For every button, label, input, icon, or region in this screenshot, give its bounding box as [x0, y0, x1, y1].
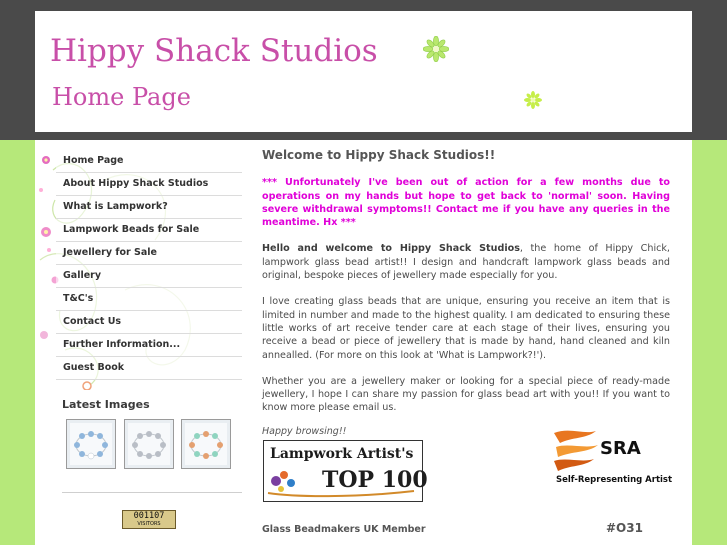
- intro-text: , the home of Hippy Chick, lampwork glass bead artist!! I design and handcraft lampwork glass beads and original, bespoke pieces of jewellery made especially for you.: [262, 243, 670, 282]
- latest-image-thumbnail[interactable]: [66, 419, 116, 469]
- nav-item-what-is-lampwork[interactable]: What is Lampwork?: [56, 196, 242, 219]
- nav-item-terms[interactable]: T&C's: [56, 288, 242, 311]
- lampwork-top100-badge[interactable]: [263, 440, 428, 502]
- happy-browsing-text: Happy browsing!!: [262, 426, 347, 437]
- top100-title: Lampwork Artist's: [270, 446, 414, 462]
- notice-text: *** Unfortunately I've been out of action for a few months due to operations on my hands but hope to get back to 'normal' soon. Having severe withdrawal symptoms!! Contact me if you have any queries in the meantime. Hx ***: [262, 177, 670, 229]
- member-number: #O31: [606, 521, 643, 535]
- nav-item-gallery[interactable]: Gallery: [56, 265, 242, 288]
- flower-icon: [423, 36, 449, 62]
- visitor-label: VISITORS: [137, 521, 161, 527]
- latest-image-thumbnail[interactable]: [181, 419, 231, 469]
- passion-paragraph: Whether you are a jewellery maker or looking for a special piece of ready-made jewellery, I hope I can share my passion for glass bead art with you!! If you want to know more please email us.: [262, 375, 670, 414]
- nav-item-guest-book[interactable]: Guest Book: [56, 357, 242, 380]
- bracelet-image: [185, 423, 227, 465]
- nav-item-about[interactable]: About Hippy Shack Studios: [56, 173, 242, 196]
- page-title: Home Page: [52, 83, 191, 111]
- bracelet-image: [128, 423, 170, 465]
- gbuk-member-text: Glass Beadmakers UK Member: [262, 524, 426, 535]
- site-header: [35, 11, 692, 132]
- top100-label: TOP 100: [322, 467, 428, 493]
- site-title: Hippy Shack Studios: [50, 33, 378, 69]
- nav-item-lampwork-beads[interactable]: Lampwork Beads for Sale: [56, 219, 242, 242]
- nav-item-further-info[interactable]: Further Information...: [56, 334, 242, 357]
- latest-image-thumbnail[interactable]: [124, 419, 174, 469]
- sidebar: [35, 140, 252, 545]
- visitor-count: 001107: [133, 511, 165, 521]
- sidebar-divider: [62, 492, 242, 493]
- main-navigation: [56, 150, 242, 380]
- content-area: [35, 140, 692, 545]
- main-content: [262, 149, 670, 428]
- bracelet-image: [70, 423, 112, 465]
- nav-item-jewellery[interactable]: Jewellery for Sale: [56, 242, 242, 265]
- sra-logo-text: SRA: [600, 438, 641, 459]
- intro-bold: Hello and welcome to Hippy Shack Studios: [262, 243, 520, 255]
- nav-item-home[interactable]: Home Page: [56, 150, 242, 173]
- sra-caption: Self-Representing Artist: [556, 475, 673, 485]
- welcome-heading: Welcome to Hippy Shack Studios!!: [262, 148, 496, 162]
- intro-paragraph: [262, 242, 670, 282]
- nav-item-contact[interactable]: Contact Us: [56, 311, 242, 334]
- small-flower-icon: [524, 91, 542, 109]
- visitor-counter: [122, 510, 176, 529]
- quality-paragraph: I love creating glass beads that are unique, ensuring you receive an item that is limited in number and made to the highest quality. I am dedicated to ensuring these little works of art receive tender care at each stage of their lives, ensuring you receive a bead or piece of jewellery that is made by hand, hand cleaned and kiln annealled. (For more on this look at 'What is Lampwork?!').: [262, 296, 670, 361]
- latest-images-title: Latest Images: [62, 398, 150, 411]
